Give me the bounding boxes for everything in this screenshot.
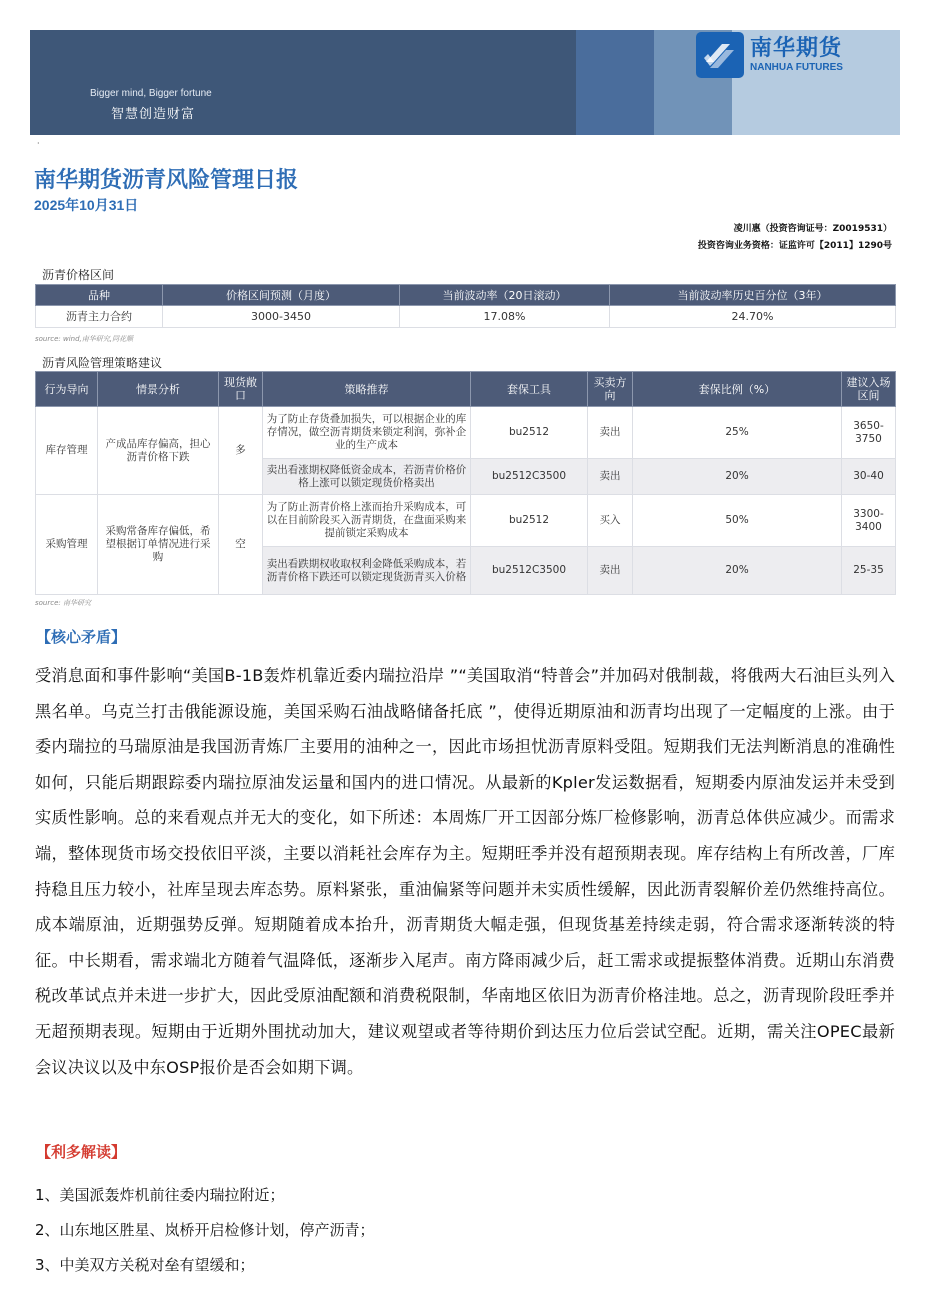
column-header: 套保工具 xyxy=(471,372,588,407)
list-item: 3、中美双方关税对垒有望缓和； xyxy=(35,1256,255,1274)
core-heading: 【核心矛盾】 xyxy=(36,628,127,646)
cell-tool: bu2512C3500 xyxy=(471,459,588,495)
column-header: 情景分析 xyxy=(98,372,219,407)
list-item: 2、山东地区胜星、岚桥开启检修计划，停产沥青； xyxy=(35,1221,375,1239)
column-header: 价格区间预测（月度） xyxy=(163,285,400,306)
report-date: 2025年10月31日 xyxy=(34,197,139,213)
cell-strategy: 为了防止沥青价格上涨而抬升采购成本，可以在目前阶段买入沥青期货，在盘面采购来提前锁定采购成本 xyxy=(263,495,471,547)
logo-mark-icon xyxy=(696,32,744,78)
logo-chinese-name: 南华期货 xyxy=(750,36,843,61)
strategy-label: 沥青风险管理策略建议 xyxy=(42,356,163,370)
column-header: 当前波动率（20日滚动） xyxy=(400,285,610,306)
core-paragraph: 受消息面和事件影响“美国B-1B轰炸机靠近委内瑞拉沿岸 ”“美国取消“特普会”并加码对俄制裁，将俄两大石油巨头列入黑名单。乌克兰打击俄能源设施，美国采购石油战略储备托底 ”，使得近期原油和沥青均出现了一定幅度的上涨。由于委内瑞拉的马瑞原油是我国沥青炼厂主要用的油种之一，因此市场担忧沥青原料受阻。短期我们无法判断消息的准确性如何，只能后期跟踪委内瑞拉原油发运量和国内的进口情况。从最新的Kpler发运数据看，短期委内原油发运并未受到实质性影响。总的来看观点并无大的变化，如下所述：本周炼厂开工因部分炼厂检修影响，沥青总体供应减少。而需求端，整体现货市场交投依旧平淡，主要以消耗社会库存为主。短期旺季并没有超预期表现。库存结构上有所改善，厂库持稳且压力较小，社库呈现去库态势。原料紧张，重油偏紧等问题并未实质性缓解，因此沥青裂解价差仍然维持高位。成本端原油，近期强势反弹。短期随着成本抬升，沥青期货大幅走强，但现货基差持续走弱，符合需求逐渐转淡的特征。中长期看，需求端北方随着气温降低，逐渐步入尾声。南方降雨减少后，赶工需求或提振整体消费。近期山东消费税改革试点并未进一步扩大，因此受原油配额和消费税限制，华南地区依旧为沥青价格洼地。总之，沥青现阶段旺季并无超预期表现。短期由于近期外围扰动加大，建议观望或者等待期价到达压力位后尝试空配。近期，需关注OPEC最新会议决议以及中东OSP报价是否会如期下调。 xyxy=(35,666,895,1077)
cell-strategy: 卖出看跌期权收取权利金降低采购成本，若沥青价格下跌还可以锁定现货沥青买入价格 xyxy=(263,547,471,595)
column-header: 套保比例（%） xyxy=(633,372,842,407)
cell-strategy: 为了防止存货叠加损失，可以根据企业的库存情况，做空沥青期货来锁定利润，弥补企业的生产成本 xyxy=(263,407,471,459)
price-range-source: source: wind,南华研究,同花顺 xyxy=(35,335,133,343)
banner-segment-mid xyxy=(576,30,654,135)
price-range-label: 沥青价格区间 xyxy=(42,268,115,282)
cell-entry: 3300-3400 xyxy=(842,495,896,547)
column-header: 当前波动率历史百分位（3年） xyxy=(610,285,896,306)
table-row xyxy=(36,306,896,328)
banner-segment-dark xyxy=(30,30,576,135)
bullish-list xyxy=(35,1178,375,1283)
cell-tool: bu2512 xyxy=(471,407,588,459)
cell-entry: 30-40 xyxy=(842,459,896,495)
cell-orientation: 采购管理 xyxy=(36,495,98,595)
column-header: 现货敞口 xyxy=(219,372,263,407)
marker-dot: · xyxy=(37,139,40,148)
cell-variety: 沥青主力合约 xyxy=(36,306,163,328)
cell-scenario: 采购常备库存偏低，希望根据订单情况进行采购 xyxy=(98,495,219,595)
column-header: 买卖方向 xyxy=(588,372,633,407)
price-range-table xyxy=(35,284,896,328)
strategy-source: source: 南华研究 xyxy=(35,599,91,607)
table-row xyxy=(36,495,896,547)
cell-ratio: 50% xyxy=(633,495,842,547)
table-row xyxy=(36,407,896,459)
nanhua-logo xyxy=(696,30,866,80)
cell-tool: bu2512 xyxy=(471,495,588,547)
cell-direction: 卖出 xyxy=(588,547,633,595)
cell-tool: bu2512C3500 xyxy=(471,547,588,595)
cell-scenario: 产成品库存偏高，担心沥青价格下跌 xyxy=(98,407,219,495)
license-info: 投资咨询业务资格：证监许可【2011】1290号 xyxy=(697,241,892,251)
report-title: 南华期货沥青风险管理日报 xyxy=(34,168,299,193)
cell-orientation: 库存管理 xyxy=(36,407,98,495)
table-header-row xyxy=(36,285,896,306)
slogan-english: Bigger mind, Bigger fortune xyxy=(90,88,212,99)
cell-ratio: 20% xyxy=(633,459,842,495)
column-header: 建议入场区间 xyxy=(842,372,896,407)
bullish-heading: 【利多解读】 xyxy=(36,1143,127,1161)
table-header-row xyxy=(36,372,896,407)
cell-strategy: 卖出看涨期权降低资金成本，若沥青价格价格上涨可以锁定现货价格卖出 xyxy=(263,459,471,495)
cell-direction: 买入 xyxy=(588,495,633,547)
logo-english-name: NANHUA FUTURES xyxy=(750,62,843,73)
cell-entry: 3650-3750 xyxy=(842,407,896,459)
cell-direction: 卖出 xyxy=(588,407,633,459)
cell-exposure: 多 xyxy=(219,407,263,495)
cell-direction: 卖出 xyxy=(588,459,633,495)
cell-ratio: 20% xyxy=(633,547,842,595)
cell-volatility-percentile: 24.70% xyxy=(610,306,896,328)
author-info: 凌川惠（投资咨询证号：Z0019531） xyxy=(733,224,892,234)
slogan-chinese: 智慧创造财富 xyxy=(111,107,196,122)
cell-ratio: 25% xyxy=(633,407,842,459)
column-header: 策略推荐 xyxy=(263,372,471,407)
cell-price-range: 3000-3450 xyxy=(163,306,400,328)
column-header: 品种 xyxy=(36,285,163,306)
list-item: 1、美国派轰炸机前往委内瑞拉附近； xyxy=(35,1186,285,1204)
column-header: 行为导向 xyxy=(36,372,98,407)
strategy-table xyxy=(35,371,896,595)
cell-volatility: 17.08% xyxy=(400,306,610,328)
cell-exposure: 空 xyxy=(219,495,263,595)
cell-entry: 25-35 xyxy=(842,547,896,595)
